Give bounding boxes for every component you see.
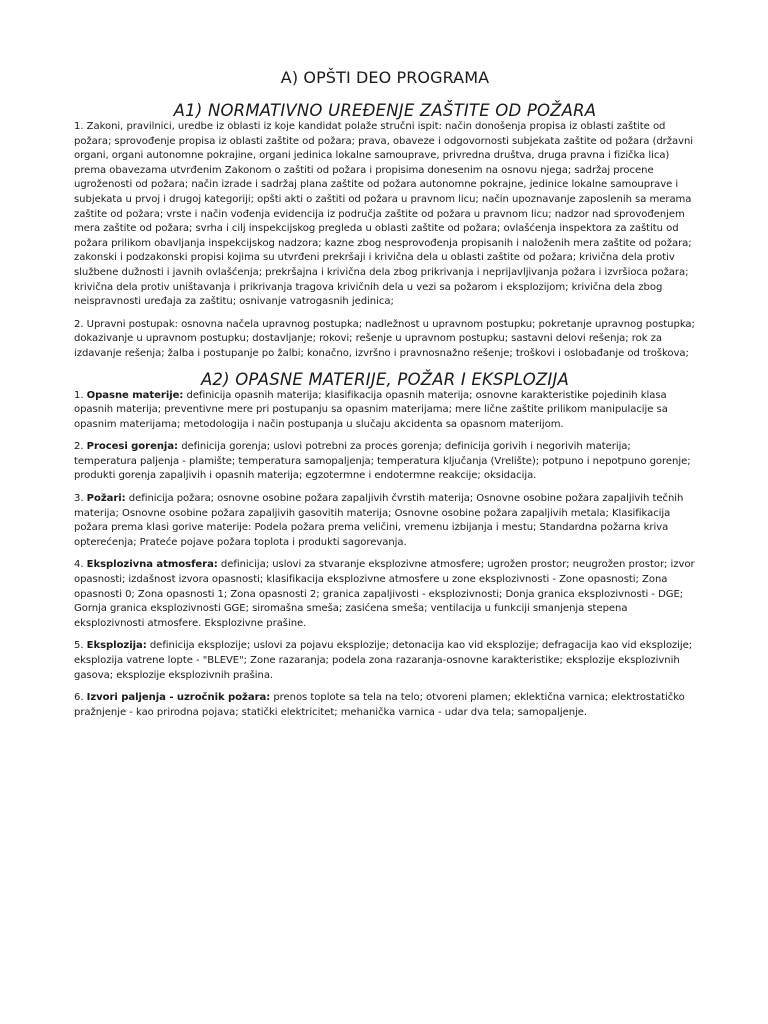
item-number: 2. <box>74 441 84 453</box>
item-number: 2. <box>74 318 84 330</box>
item-heading: Eksplozivna atmosfera: <box>86 559 218 571</box>
item-number: 1. <box>74 121 84 132</box>
item-text: definicija gorenja; uslovi potrebni za proces gorenja; definicija gorivih i negorivih materija; temperatura paljenja - plamište; temperatura samopaljenja; temperatura ključanja (Vrelište); potpuno i nepotpuno gorenje; produkti gorenja zapaljivih i opasnih materija; egzotermne i endotermne reakcije; oksidacija. <box>74 441 691 482</box>
paragraph-a2-3 <box>74 492 696 550</box>
item-heading: Procesi gorenja: <box>86 441 179 453</box>
item-text: definicija opasnih materija; klasifikacija opasnih materija; osnovne karakteristike pojedinih klasa opasnih materija; preventivne mere pri postupanju sa opasnim materijama; mere lične zaštite prilikom manipulacije sa opasnim materijama; metodologija i način postupanja u slučaju akcidenta sa opasnom materijom. <box>74 389 668 430</box>
item-number: 3. <box>74 493 84 505</box>
paragraph-a2-5 <box>74 639 696 683</box>
item-number: 5. <box>74 640 84 652</box>
item-text: prenos toplote sa tela na telo; otvoreni plamen; eklektična varnica; elektrostatičko pražnjenje - kao prirodna pojava; statički elektricitet; mehanička varnica - udar dva tela; samopaljenje. <box>74 692 685 718</box>
paragraph-a1-1 <box>74 120 696 310</box>
paragraph-a2-6 <box>74 691 696 720</box>
item-text: definicija; uslovi za stvaranje eksplozivne atmosfere; ugrožen prostor; neugrožen prostor; izvor opasnosti; izdašnost izvora opasnosti; klasifikacija eksplozivne atmosfere u zone eksplozivnosti - Zone opasnosti; Zona opasnosti 0; Zona opasnosti 1; Zona opasnosti 2; granica zapaljivosti - eksplozivnosti; Donja granica eksplozivnosti - DGE; Gornja granica eksplozivnosti GGE; siromašna smeša; zasićena smeša; ventilacija u funkciji smanjenja stepena eksplozivnosti atmosfere. Eksplozivne prašine. <box>74 559 695 629</box>
item-text: definicija eksplozije; uslovi za pojavu eksplozije; detonacija kao vid eksplozije; defragacija kao vid eksplozije; eksplozija vatrene lopte - "BLEVE"; Zone razaranja; podela zona razaranja-osnovne karakteristike; eksplozije eksplozivnih gasova; eksplozije eksplozivnih prašina. <box>74 640 693 681</box>
paragraph-a1-2 <box>74 318 696 362</box>
item-heading: Eksplozija: <box>86 640 147 652</box>
section-title-a2: A2) OPASNE MATERIJE, POŽAR I EKSPLOZIJA <box>200 369 570 389</box>
item-number: 1. <box>74 389 84 401</box>
paragraph-a2-2 <box>74 440 696 484</box>
item-text: Zakoni, pravilnici, uredbe iz oblasti iz koje kandidat polaže stručni ispit: način donošenja propisa iz oblasti zaštite od požara; sprovođenje propisa iz oblasti zaštite od požara; prava, obaveze i odgovornosti subjekata zaštite od požara (državni organi, organi autonomne pokrajine, organi jedinica lokalne samouprave, privredna društva, druga pravna i fizička lica) prema obavezama utvrđenim Zakonom o zaštiti od požara i propisima donesenim na osnovu njega; sadržaj procene ugroženosti od požara; način izrade i sadržaj plana zaštite od požara autonomne pokrajne, jedinice lokalne samouprave i subjekata u prvoj i drugoj kategoriji; opšti akti o zaštiti od požara u pravnom licu; način upoznavanje zaposlenih sa merama zaštite od požara; vrste i način vođenja evidencija iz područja zaštite od požara u pravnom licu; nadzor nad sprovođenjem mera zaštite od požara; svrha i cilj inspekcijskog pregleda u oblasti zaštite od požara; ovlašćenja inspektora za zaštitu od požara prilikom obavljanja inspekcijskog nadzora; kazne zbog nesprovođenja propisanih i naloženih mera zaštite od požara; zakonski i podzakonski propisi kojima su utvrđeni prekršaji i krivična dela u oblasti zaštite od požara; krivična dela protiv službene dužnosti i javnih ovlašćenja; prekršajna i krivična dela zbog prikrivanja i neprijavljivanja požara i izvršioca požara; krivična dela protiv uništavanja i prikrivanja tragova krivičnih dela u vezi sa požarom i eksplozijom; krivična dela zbog neispravnosti uređaja za zaštitu; osnivanje vatrogasnih jedinica; <box>74 121 694 308</box>
section-title-a1: A1) NORMATIVNO UREĐENJE ZAŠTITE OD POŽARA <box>173 101 597 120</box>
document-page <box>74 60 696 728</box>
item-heading: Požari: <box>86 493 126 505</box>
item-number: 4. <box>74 559 84 571</box>
item-number: 6. <box>74 692 84 704</box>
item-heading: Opasne materije: <box>86 389 184 401</box>
item-text: Upravni postupak: osnovna načela upravnog postupka; nadležnost u upravnom postupku; pokretanje upravnog postupka; dokazivanje u upravnom postupku; dostavljanje; rokovi; rešenje u upravnom postupku; sastavni delovi rešenja; rok za izdavanje rešenja; žalba i postupanje po žalbi; konačno, izvršno i pravnosnažno rešenje; troškovi i oslobađanje od troškova; <box>74 318 695 359</box>
item-text: definicija požara; osnovne osobine požara zapaljivih čvrstih materija; Osnovne osobine požara zapaljivih tečnih materija; Osnovne osobine požara zapaljivih gasovitih materija; Osnovne osobine požara zapaljivih metala; Klasifikacija požara prema klasi gorive materije: Podela požara prema veličini, vremenu izbijanja i mestu; Standardna požarna kriva opterećenja; Prateće pojave požara toplota i produkti sagorevanja. <box>74 493 684 548</box>
paragraph-a2-4 <box>74 558 696 631</box>
paragraph-a2-1 <box>74 389 696 433</box>
item-heading: Izvori paljenja - uzročnik požara: <box>86 692 271 704</box>
page-title: A) OPŠTI DEO PROGRAMA <box>280 68 490 87</box>
